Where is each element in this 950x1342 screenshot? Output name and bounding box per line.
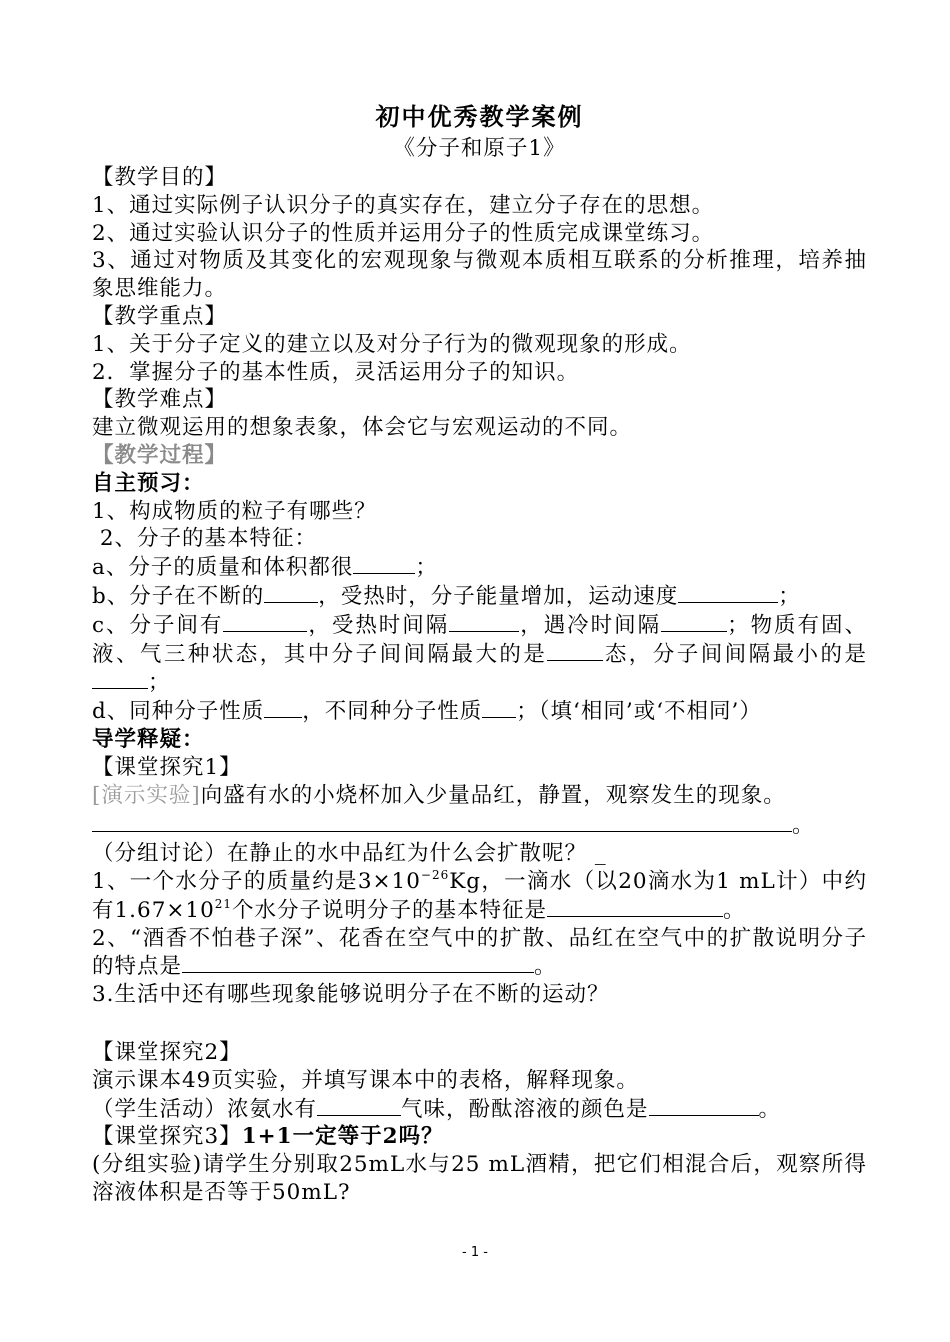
demo-label: [演示实验]	[92, 782, 201, 808]
process-heading: 【教学过程】	[92, 442, 228, 468]
q1-exponent-1: −26	[420, 867, 450, 882]
explore-3-text: (分组实验)请学生分别取25mL水与25 mL酒精，把它们相混合后，观察所得溶液体积是否等于50mL?	[92, 1152, 867, 1205]
difficulties-heading: 【教学难点】	[92, 387, 228, 413]
fill-blank[interactable]	[547, 896, 723, 917]
activity-text-2: 气味，酚酞溶液的颜色是	[401, 1096, 649, 1122]
discussion-end: _	[594, 841, 607, 867]
q1-part-3: 个水分子说明分子的基本特征是	[232, 897, 548, 923]
fill-blank[interactable]	[649, 1095, 759, 1116]
preview-question-1: 1、构成物质的粒子有哪些？	[92, 498, 377, 524]
key-points-heading: 【教学重点】	[92, 303, 228, 329]
item-c-text-5: 态，分子间间隔最小的是	[603, 641, 867, 667]
explore-3-question: 1+1一定等于2吗？	[241, 1124, 444, 1150]
fill-blank[interactable]	[92, 668, 148, 689]
full-width-blank[interactable]	[92, 809, 792, 832]
item-c-text-3: ，遇冷时间隔	[519, 612, 662, 638]
preview-item-b	[92, 582, 867, 611]
fill-blank[interactable]	[353, 553, 415, 574]
document-page	[92, 100, 867, 1207]
fill-blank[interactable]	[264, 697, 302, 718]
item-a-end: ；	[415, 555, 438, 581]
item-b-end: ；	[778, 583, 801, 609]
q2-end: 。	[534, 954, 557, 980]
q2-text: 2、“酒香不怕巷子深”、花香在空气中的扩散、品红在空气中的扩散说明分子的特点是	[92, 925, 867, 980]
key-point-item: 2．掌握分子的基本性质，灵活运用分子的知识。	[92, 359, 580, 385]
document-subtitle: 《分子和原子1》	[393, 136, 566, 161]
explore-2-heading: 【课堂探究2】	[92, 1039, 242, 1065]
document-title: 初中优秀教学案例	[375, 102, 584, 131]
item-d-text-1: d、同种分子性质	[92, 699, 265, 725]
objective-item: 1、通过实际例子认识分子的真实存在，建立分子存在的思想。	[92, 192, 715, 218]
item-c-text-1: c、分子间有	[92, 612, 224, 638]
blank-space	[92, 1009, 867, 1039]
preview-item-c	[92, 611, 867, 697]
preview-question-2: 2、分子的基本特征：	[92, 526, 318, 552]
objectives-heading: 【教学目的】	[92, 165, 228, 190]
answer-line	[92, 809, 867, 840]
explore-1-question-2	[92, 925, 867, 982]
explore-1-heading: 【课堂探究1】	[92, 754, 242, 780]
demo-text: 向盛有水的小烧杯加入少量品红，静置，观察发生的现象。	[200, 782, 786, 808]
fill-blank[interactable]	[182, 952, 534, 973]
explore-2-text: 演示课本49页实验，并填写课本中的表格，解释现象。	[92, 1067, 639, 1093]
guide-heading: 导学释疑：	[92, 726, 205, 752]
student-activity	[92, 1095, 867, 1124]
fill-blank[interactable]	[661, 611, 727, 632]
demo-experiment	[92, 782, 867, 810]
item-d-text-3: ；（填‘相同’或‘不相同’）	[516, 699, 762, 725]
fill-blank[interactable]	[449, 611, 519, 632]
q1-part-2: Kg，一滴水（以20滴水为1 mL计）中约有1.67×10	[92, 868, 867, 923]
key-point-item: 1、关于分子定义的建立以及对分子行为的微观现象的形成。	[92, 331, 692, 357]
item-b-text-2: ，受热时，分子能量增加，运动速度	[318, 583, 679, 609]
explore-1-question-1	[92, 868, 867, 925]
answer-line-end: 。	[792, 813, 815, 839]
item-c-text-2: ，受热时间隔	[307, 612, 450, 638]
activity-end: 。	[758, 1096, 782, 1122]
fill-blank[interactable]	[482, 697, 516, 718]
page-number: - 1 -	[462, 1245, 488, 1260]
q1-end: 。	[723, 897, 746, 923]
item-d-text-2: ，不同种分子性质	[302, 699, 483, 725]
preview-heading: 自主预习：	[92, 470, 205, 496]
item-c-end: ；	[148, 670, 171, 696]
group-discussion	[92, 840, 867, 868]
fill-blank[interactable]	[317, 1095, 401, 1116]
objective-item: 3、通过对物质及其变化的宏观现象与微观本质相互联系的分析推理，培养抽象思维能力。	[92, 248, 867, 302]
preview-item-d	[92, 697, 867, 726]
fill-blank[interactable]	[264, 582, 318, 603]
explore-3-heading: 【课堂探究3】	[92, 1124, 242, 1150]
item-a-text: a、分子的质量和体积都很	[92, 555, 354, 581]
explore-3-line	[92, 1123, 867, 1151]
fill-blank[interactable]	[547, 640, 603, 661]
item-c-text-4: ；物质有固、液、气三种状态，其中分子间间隔最大的是	[92, 612, 867, 667]
difficulties-text: 建立微观运用的想象表象，体会它与宏观运动的不同。	[92, 415, 633, 441]
fill-blank[interactable]	[678, 582, 778, 603]
preview-item-a	[92, 553, 867, 582]
fill-blank[interactable]	[223, 611, 307, 632]
item-b-text-1: b、分子在不断的	[92, 583, 265, 609]
objective-item: 2、通过实验认识分子的性质并运用分子的性质完成课堂练习。	[92, 220, 715, 246]
explore-1-question-3: 3.生活中还有哪些现象能够说明分子在不断的运动？	[92, 982, 610, 1008]
discussion-text: （分组讨论）在静止的水中品红为什么会扩散呢？	[92, 841, 588, 867]
activity-text-1: （学生活动）浓氨水有	[92, 1096, 318, 1122]
q1-part-1: 1、一个水分子的质量约是3×10	[92, 868, 421, 894]
q1-exponent-2: 21	[214, 896, 233, 911]
